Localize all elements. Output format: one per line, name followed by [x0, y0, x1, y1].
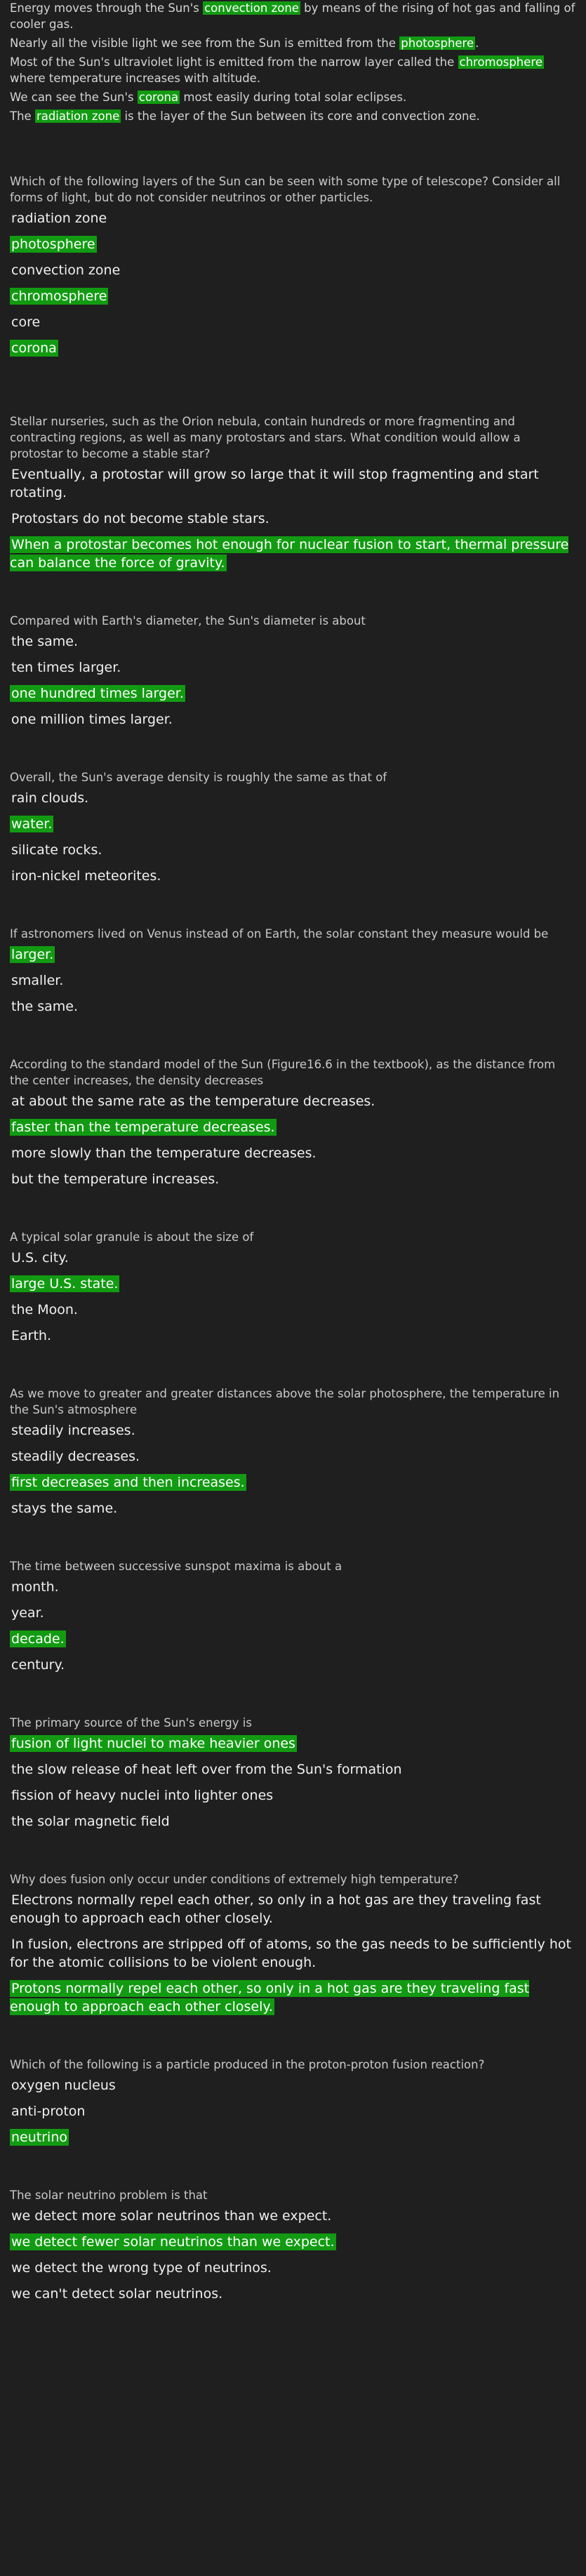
highlighted-term: photosphere [401, 36, 474, 50]
intro-text: . [475, 36, 479, 50]
answer-option-text: more slowly than the temperature decreases. [11, 1146, 317, 1161]
answer-option [10, 1604, 576, 1622]
answer-option-text: Protons normally repel each other, so only in a hot gas are they traveling fast enough to approach each other closely. [10, 1981, 530, 2014]
answer-option-text: we detect fewer solar neutrinos than we expect. [11, 2234, 335, 2250]
answer-option-text: one million times larger. [11, 712, 173, 727]
answer-option [10, 997, 576, 1016]
answer-option-correct [10, 1734, 576, 1753]
question-block [10, 2187, 576, 2303]
question-block [10, 1229, 576, 1345]
answer-option-text: radiation zone [11, 211, 107, 226]
answer-option-text: the Moon. [11, 1302, 78, 1317]
question-block [10, 1715, 576, 1831]
intro-text: The [10, 109, 35, 123]
answer-option-text: month. [11, 1579, 59, 1595]
question-text: A typical solar granule is about the size of [10, 1230, 254, 1244]
question-block [10, 1558, 576, 1674]
question-block [10, 173, 576, 357]
answer-option-text: chromosphere [11, 288, 107, 304]
intro-sentence [10, 0, 576, 32]
question-block [10, 2057, 576, 2146]
answer-option-text: the same. [11, 999, 78, 1014]
answer-option-correct [10, 287, 576, 305]
answer-option [10, 1447, 576, 1466]
answer-option [10, 867, 576, 885]
answer-option-text: fusion of light nuclei to make heavier ones [11, 1736, 295, 1751]
question-text: Stellar nurseries, such as the Orion nebula, contain hundreds or more fragmenting and contracting regions, as well as many protostars and stars. What condition would allow a protostar to become a stable star? [10, 415, 521, 460]
answer-option-correct [10, 1630, 576, 1648]
answer-option-text: fission of heavy nuclei into lighter ones [11, 1788, 274, 1803]
answer-option-correct [10, 235, 576, 253]
answer-option [10, 1935, 576, 1972]
answer-option-text: faster than the temperature decreases. [11, 1120, 275, 1135]
answer-option-text: rain clouds. [11, 790, 89, 806]
answer-option-text: Eventually, a protostar will grow so large that it will stop fragmenting and start rotating. [10, 467, 539, 500]
answer-option-text: silicate rocks. [11, 842, 102, 858]
answer-option-correct [10, 339, 576, 357]
answer-option-text: century. [11, 1657, 65, 1673]
answer-option-text: we detect more solar neutrinos than we expect. [11, 2208, 332, 2224]
answer-option-correct [10, 2233, 576, 2251]
question-text: Compared with Earth's diameter, the Sun's diameter is about [10, 614, 366, 628]
intro-sentence [10, 35, 576, 51]
answer-option-text: at about the same rate as the temperature decreases. [11, 1094, 375, 1109]
answer-option-text: smaller. [11, 973, 64, 988]
answer-option-text: we detect the wrong type of neutrinos. [11, 2260, 272, 2276]
answer-option-text: steadily decreases. [11, 1449, 140, 1464]
answer-option-correct [10, 1275, 576, 1293]
answer-option [10, 465, 576, 502]
highlighted-term: radiation zone [36, 109, 120, 123]
answer-option-text: U.S. city. [11, 1250, 69, 1266]
answer-option [10, 2076, 576, 2094]
intro-sentence [10, 54, 576, 86]
answer-option-text: stays the same. [11, 1501, 118, 1516]
answer-option-correct [10, 1979, 576, 2016]
question-text: According to the standard model of the Sun (Figure16.6 in the textbook), as the distance from the center increases, the density decreases [10, 1058, 556, 1087]
answer-option-text: large U.S. state. [11, 1276, 119, 1292]
answer-option [10, 1092, 576, 1110]
answer-option-text: but the temperature increases. [11, 1171, 220, 1187]
answer-option-text: ten times larger. [11, 660, 121, 675]
question-list [10, 173, 576, 2303]
question-text: If astronomers lived on Venus instead of on Earth, the solar constant they measure would be [10, 927, 549, 941]
answer-option [10, 2285, 576, 2303]
answer-option [10, 632, 576, 651]
answer-option-text: Protostars do not become stable stars. [11, 511, 269, 526]
answer-option [10, 1891, 576, 1927]
question-block [10, 1871, 576, 2016]
answer-option-text: Electrons normally repel each other, so only in a hot gas are they traveling fast enough to approach each other closely. [10, 1892, 541, 1926]
answer-option [10, 261, 576, 279]
answer-option-text: larger. [11, 947, 54, 962]
answer-option-text: core [11, 314, 41, 330]
highlighted-term: chromosphere [459, 55, 542, 69]
question-text: The solar neutrino problem is that [10, 2189, 208, 2202]
answer-option-text: the same. [11, 634, 78, 649]
question-block [10, 1056, 576, 1188]
answer-option-text: water. [11, 816, 53, 832]
answer-option-text: In fusion, electrons are stripped off of atoms, so the gas needs to be sufficiently hot for the atomic collisions to be violent enough. [10, 1937, 571, 1970]
answer-option-text: one hundred times larger. [11, 686, 184, 701]
answer-option-text: Earth. [11, 1328, 51, 1343]
intro-sentence [10, 89, 576, 105]
intro-text: Nearly all the visible light we see from the Sun is emitted from the [10, 36, 400, 50]
question-text: The primary source of the Sun's energy is [10, 1716, 252, 1729]
question-block [10, 613, 576, 729]
answer-option [10, 789, 576, 807]
answer-option-text: first decreases and then increases. [11, 1475, 245, 1490]
question-block [10, 1386, 576, 1518]
answer-option-correct [10, 2128, 576, 2146]
intro-text: most easily during total solar eclipses. [180, 91, 407, 104]
answer-option [10, 1170, 576, 1188]
question-block [10, 413, 576, 572]
answer-option [10, 710, 576, 729]
answer-option [10, 1812, 576, 1831]
highlighted-term: convection zone [204, 1, 299, 15]
answer-option [10, 1301, 576, 1319]
answer-option [10, 1144, 576, 1162]
highlighted-term: corona [138, 91, 179, 104]
intro-text: We can see the Sun's [10, 91, 138, 104]
answer-option-text: the slow release of heat left over from the Sun's formation [11, 1762, 402, 1777]
intro-text: Most of the Sun's ultraviolet light is emitted from the narrow layer called the [10, 55, 458, 69]
question-block [10, 769, 576, 885]
answer-option [10, 1786, 576, 1805]
answer-option [10, 1760, 576, 1779]
answer-option [10, 1249, 576, 1267]
question-text: Which of the following is a particle produced in the proton-proton fusion reaction? [10, 2058, 485, 2071]
answer-option-correct [10, 815, 576, 833]
answer-option [10, 1421, 576, 1440]
question-text: Why does fusion only occur under conditions of extremely high temperature? [10, 1873, 459, 1886]
intro-notes [10, 0, 576, 124]
answer-option [10, 2102, 576, 2120]
question-text: The time between successive sunspot maxima is about a [10, 1560, 342, 1573]
question-text: As we move to greater and greater distances above the solar photosphere, the temperature in the Sun's atmosphere [10, 1387, 560, 1416]
answer-option-correct [10, 1473, 576, 1492]
answer-option-text: anti-proton [11, 2104, 86, 2119]
answer-option [10, 510, 576, 528]
answer-option-correct [10, 945, 576, 964]
answer-option-correct [10, 1118, 576, 1136]
intro-text: by means of the rising of hot gas and falling of cooler gas. [10, 1, 575, 31]
intro-text: Energy moves through the Sun's [10, 1, 204, 15]
answer-option-text: we can't detect solar neutrinos. [11, 2286, 223, 2302]
answer-option-correct [10, 536, 576, 572]
answer-option-text: iron-nickel meteorites. [11, 868, 161, 884]
question-block [10, 926, 576, 1016]
answer-option [10, 658, 576, 677]
intro-text: is the layer of the Sun between its core and convection zone. [121, 109, 480, 123]
answer-option-correct [10, 684, 576, 703]
answer-option-text: photosphere [11, 237, 95, 252]
question-text: Overall, the Sun's average density is roughly the same as that of [10, 771, 387, 784]
answer-option [10, 1499, 576, 1518]
answer-option [10, 2207, 576, 2225]
question-text: Which of the following layers of the Sun can be seen with some type of telescope? Consider all forms of light, but do not consider neutrinos or other particles. [10, 175, 561, 204]
answer-option [10, 1327, 576, 1345]
intro-text: where temperature increases with altitude. [10, 72, 261, 85]
answer-option-text: the solar magnetic field [11, 1814, 170, 1829]
answer-option-text: corona [11, 340, 57, 356]
answer-option-text: year. [11, 1605, 44, 1621]
answer-option [10, 209, 576, 227]
answer-option-text: steadily increases. [11, 1423, 135, 1438]
answer-option-text: When a protostar becomes hot enough for nuclear fusion to start, thermal pressure can balance the force of gravity. [10, 537, 569, 571]
answer-option [10, 841, 576, 859]
intro-sentence [10, 108, 576, 124]
answer-option-text: neutrino [11, 2130, 67, 2145]
answer-option-text: oxygen nucleus [11, 2078, 116, 2093]
answer-option [10, 971, 576, 990]
answer-option [10, 1656, 576, 1674]
answer-option [10, 2259, 576, 2277]
answer-option [10, 1578, 576, 1596]
answer-option-text: decade. [11, 1631, 65, 1647]
answer-option [10, 313, 576, 331]
answer-option-text: convection zone [11, 263, 121, 278]
